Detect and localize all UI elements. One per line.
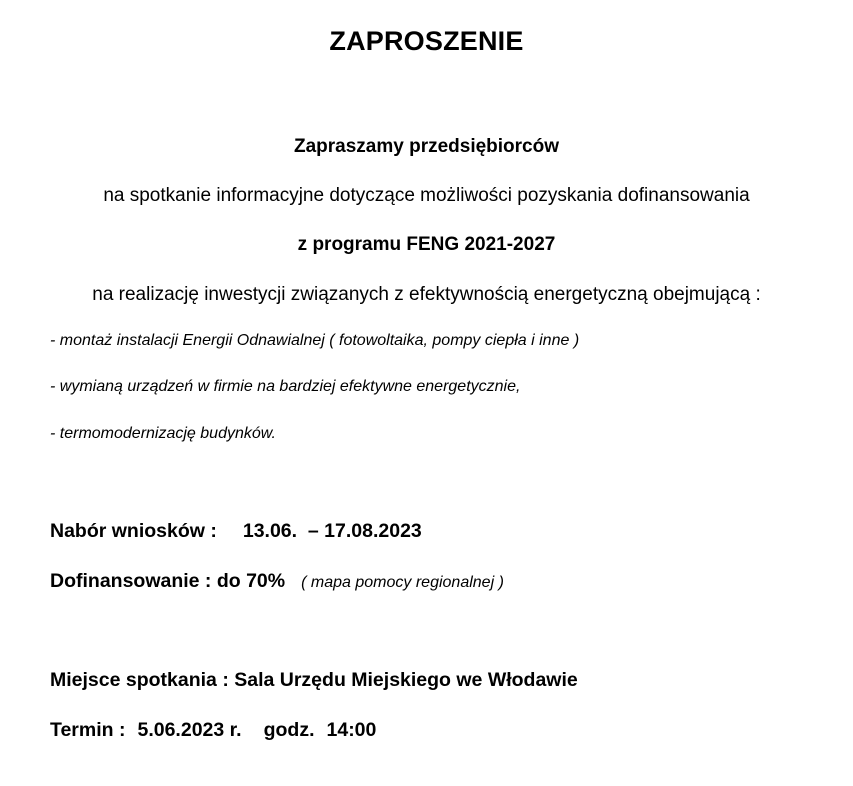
intro-line-meeting: na spotkanie informacyjne dotyczące możliwości pozyskania dofinansowania [103,185,750,206]
application-period-label: Nabór wniosków : [50,520,217,542]
meeting-date: 5.06.2023 r. [137,719,242,741]
funding-note: ( mapa pomocy regionalnej ) [301,574,504,591]
list-item: - montaż instalacji Energii Odnawialnej ( fotowoltaika, pompy ciepła i inne ) [50,332,580,349]
intro-line-investment: na realizację inwestycji związanych z efektywnością energetyczną obejmującą : [92,284,761,305]
meeting-time [50,719,376,742]
meeting-hour-label: godz. [263,719,315,741]
funding-info [50,570,504,593]
list-item: - termomodernizację budynków. [50,425,276,442]
meeting-hour: 14:00 [326,719,377,741]
meeting-time-label: Termin : [50,719,126,741]
list-item: - wymianą urządzeń w firmie na bardziej efektywne energetycznie, [50,378,521,395]
application-period-value: 13.06. – 17.08.2023 [242,520,422,542]
intro-line-program: z programu FENG 2021-2027 [297,234,556,255]
meeting-place: Miejsce spotkania : Sala Urzędu Miejskiego we Włodawie [50,669,578,691]
page-title: ZAPROSZENIE [329,26,524,56]
funding-label: Dofinansowanie : do 70% [50,570,286,592]
application-period [50,520,422,543]
intro-heading: Zapraszamy przedsiębiorców [293,136,560,157]
